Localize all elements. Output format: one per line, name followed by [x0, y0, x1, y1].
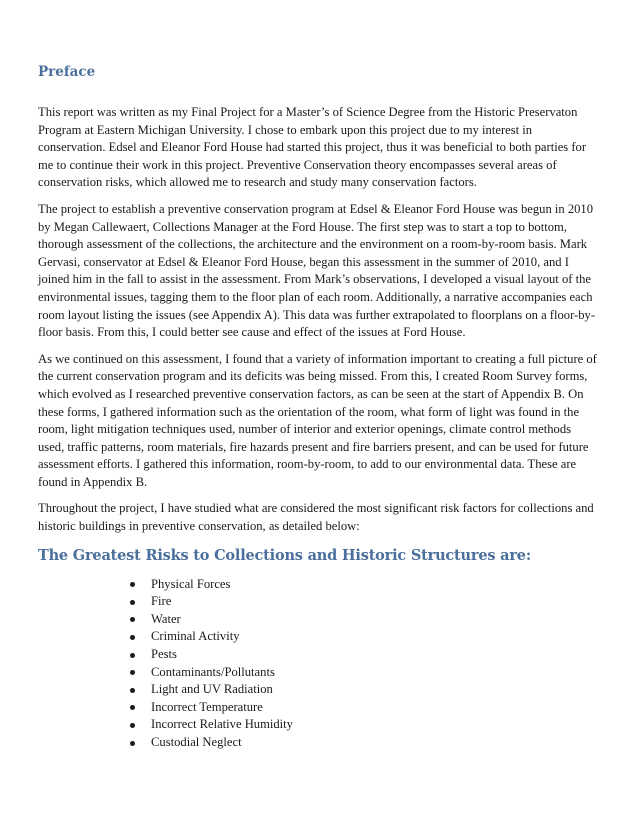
list-item [130, 699, 600, 717]
list-item [130, 646, 600, 664]
list-item [130, 716, 600, 734]
bullet-icon [130, 741, 135, 746]
risk-label: Fire [151, 594, 172, 609]
bullet-icon [130, 670, 135, 675]
risk-label: Water [151, 611, 181, 626]
preface-heading: Preface [38, 64, 96, 80]
risk-label: Pests [151, 647, 177, 662]
risk-label: Incorrect Relative Humidity [151, 717, 293, 732]
risk-label: Physical Forces [151, 576, 231, 591]
risk-label: Contaminants/Pollutants [151, 664, 275, 679]
bullet-icon [130, 653, 135, 658]
paragraph-risk-factors: Throughout the project, I have studied what are considered the most significant risk factors for collections and historic buildings in preventive conservation, as detailed below: [38, 501, 594, 534]
paragraph-intro: This report was written as my Final Project for a Master’s of Science Degree from the Historic Preservaton Program at Eastern Michigan University. I chose to embark upon this project due to my interest in conservation. Edsel and Eleanor Ford House had started this project, thus it was beneficial to both parties for me to continue their work in this project. Preventive Conservation theory encompasses several areas of conservation risks, which allowed me to research and study many conservation factors. [38, 105, 587, 190]
risk-label: Custodial Neglect [151, 735, 242, 749]
bullet-icon [130, 617, 135, 622]
paragraph-assessment: As we continued on this assessment, I found that a variety of information important to creating a full picture of the current conservation program and its deficits was being missed. From this, I created Room Survey forms, which evolved as I researched preventive conservation factors, as can be seen at the start of Appendix B. On these forms, I gathered information such as the orientation of the room, what form of light was found in the room, light mitigation techniques used, number of interior and exterior openings, climate control methods used, traffic patterns, room materials, fire hazards present and fire barriers present, and can be used for future assessment efforts. I gathered this information, room-by-room, to add to our environmental data. These are found in Appendix B. [38, 351, 597, 489]
list-item [130, 593, 600, 611]
risk-label: Light and UV Radiation [151, 682, 273, 697]
bullet-icon [130, 723, 135, 728]
bullet-icon [130, 635, 135, 640]
list-item [130, 628, 600, 646]
list-item [130, 611, 600, 629]
risk-label: Incorrect Temperature [151, 699, 263, 714]
bullet-icon [130, 582, 135, 587]
list-item [130, 734, 600, 752]
list-item [130, 681, 600, 699]
list-item [130, 664, 600, 682]
bullet-icon [130, 688, 135, 693]
list-item [130, 576, 600, 594]
paragraph-project: The project to establish a preventive conservation program at Edsel & Eleanor Ford House was begun in 2010 by Megan Callewaert, Collections Manager at the Ford House. The first step was to start a top to bottom, thorough assessment of the collections, the architecture and the environment on a room-by-room basis. Mark Gervasi, conservator at Edsel & Eleanor Ford House, began this assessment in the summer of 2010, and I joined him in the fall to assist in the assessment. From Mark’s observations, I developed a visual layout of the environmental issues, tagging them to the floor plan of each room. Additionally, a narrative accompanies each room layout listing the issues (see Appendix A). This data was further extrapolated to floorplans on a floor-by-floor basis. From this, I could better see cause and effect of the issues at Ford House. [38, 201, 596, 340]
bullet-icon [130, 705, 135, 710]
document-content [38, 62, 600, 752]
bullet-icon [130, 600, 135, 605]
risk-label: Criminal Activity [151, 629, 240, 644]
risk-list [38, 576, 600, 752]
risks-heading: The Greatest Risks to Collections and Historic Structures are: [38, 546, 531, 564]
